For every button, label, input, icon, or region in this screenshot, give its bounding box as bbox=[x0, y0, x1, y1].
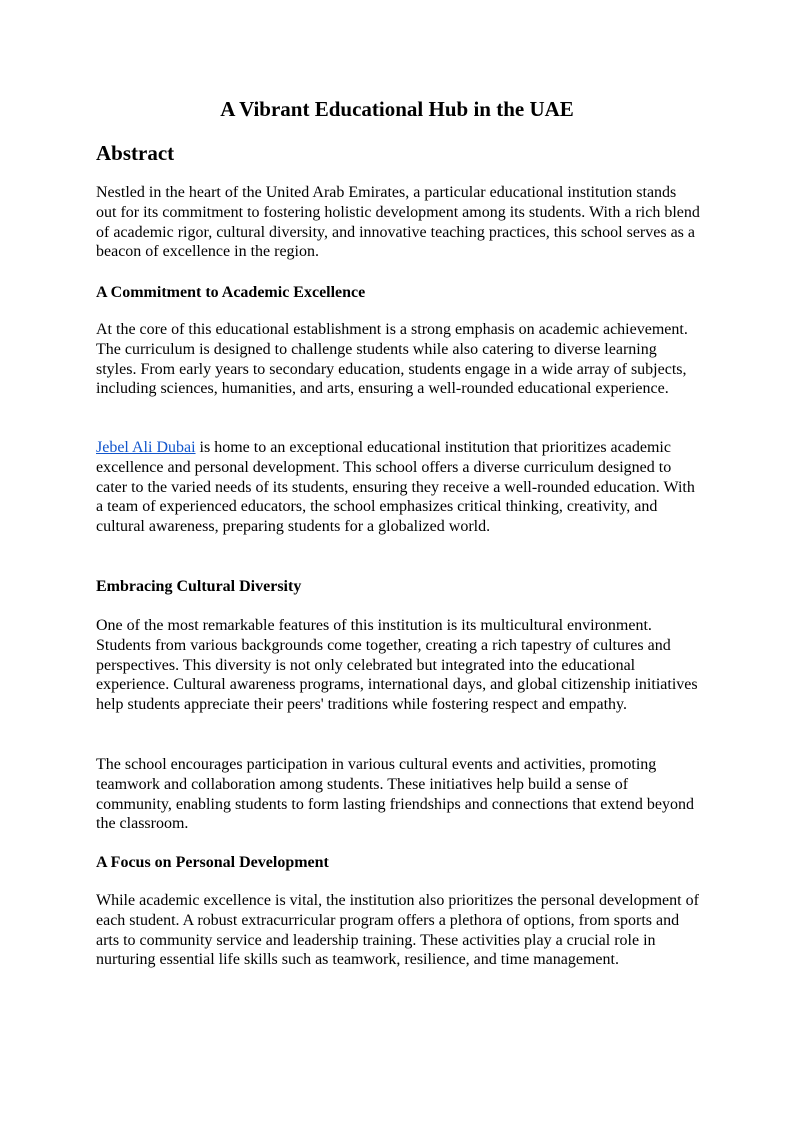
cultural-diversity-paragraph-1: One of the most remarkable features of this institution is its multicultural environment. Students from various backgrounds come together, creating a rich tapestry of cultures and perspectives. This diversity is not only celebrated but integrated into the educational experience. Cultural awareness programs, international days, and global citizenship initiatives help students appreciate their peers' traditions while fostering respect and empathy. bbox=[96, 617, 698, 714]
jebel-ali-dubai-link[interactable]: Jebel Ali Dubai bbox=[96, 439, 196, 456]
cultural-diversity-paragraph-2: The school encourages participation in various cultural events and activities, promoting teamwork and collaboration among students. These initiatives help build a sense of community, enabling students to form lasting friendships and connections that extend beyond the classroom. bbox=[96, 756, 694, 833]
section-heading-academic-excellence: A Commitment to Academic Excellence bbox=[96, 284, 366, 301]
academic-excellence-paragraph: At the core of this educational establishment is a strong emphasis on academic achievement. The curriculum is designed to challenge students while also catering to diverse learning styles. From early years to secondary education, students engage in a wide array of subjects, including sciences, humanities, and arts, ensuring a well-rounded educational experience. bbox=[96, 321, 688, 398]
abstract-heading: Abstract bbox=[96, 141, 175, 165]
jebel-ali-paragraph bbox=[96, 438, 700, 537]
personal-development-paragraph: While academic excellence is vital, the institution also prioritizes the personal development of each student. A robust extracurricular program offers a plethora of options, from sports and arts to community service and leadership training. These activities play a crucial role in nurturing essential life skills such as teamwork, resilience, and time management. bbox=[96, 892, 699, 969]
abstract-paragraph: Nestled in the heart of the United Arab Emirates, a particular educational institution stands out for its commitment to fostering holistic development among its students. With a rich blend of academic rigor, cultural diversity, and innovative teaching practices, this school serves as a beacon of excellence in the region. bbox=[96, 184, 700, 261]
section-heading-cultural-diversity: Embracing Cultural Diversity bbox=[96, 578, 302, 595]
section-heading-personal-development: A Focus on Personal Development bbox=[96, 854, 329, 871]
jebel-ali-paragraph-text: is home to an exceptional educational institution that prioritizes academic excellence and personal development. This school offers a diverse curriculum designed to cater to the varied needs of its students, ensuring they receive a well-rounded education. With a team of experienced educators, the school emphasizes critical thinking, creativity, and cultural awareness, preparing students for a globalized world. bbox=[96, 439, 695, 536]
document-title: A Vibrant Educational Hub in the UAE bbox=[220, 97, 574, 121]
